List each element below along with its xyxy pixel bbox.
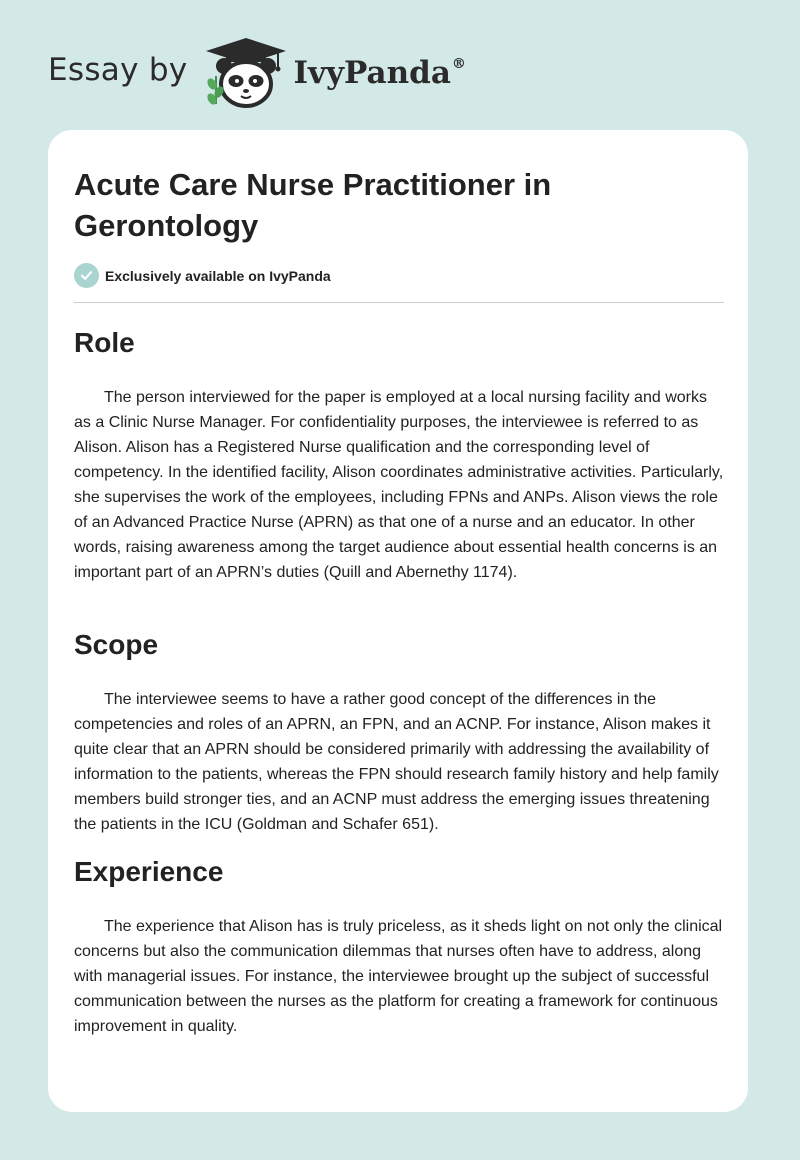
page-title: Acute Care Nurse Practitioner in Gerontology xyxy=(74,167,552,243)
essay-by-label: Essay by xyxy=(48,52,188,88)
check-icon xyxy=(74,263,99,288)
title-divider xyxy=(74,302,724,303)
essay-card xyxy=(48,130,748,1112)
site-header xyxy=(48,36,466,108)
section-body-role: The person interviewed for the paper is employed at a local nursing facility and works as a Clinic Nurse Manager. For confidentiality purposes, the interviewee is referred to as Alison. Alison has a Registered Nurse qualification and the corresponding level of competency. In the identified facility, Alison coordinates administrative activities. Particularly, she supervises the work of the employees, including FPNs and ANPs. Alison views the role of an Advanced Practice Nurse (APRN) as that one of a nurse and an educator. In other words, raising awareness among the target audience about essential health concerns is an important part of an APRN’s duties (Quill and Abernethy 1174). xyxy=(74,389,724,581)
section-body-experience: The experience that Alison has is truly priceless, as it sheds light on not only the clinical concerns but also the communication dilemmas that nurses often have to address, along with managerial issues. For instance, the interviewee brought up the subject of successful communication between the nurses as the platform for creating a framework for continuous improvement in quality. xyxy=(74,918,723,1035)
panda-logo-icon[interactable] xyxy=(204,36,288,108)
section-heading-role: Role xyxy=(74,327,135,358)
exclusive-badge xyxy=(74,263,331,288)
exclusive-badge-label: Exclusively available on IvyPanda xyxy=(105,267,331,284)
section-heading-scope: Scope xyxy=(74,629,159,660)
section-heading-experience: Experience xyxy=(74,856,224,887)
brand-name[interactable]: IvyPanda® xyxy=(293,55,466,91)
section-body-scope: The interviewee seems to have a rather good concept of the differences in the competencies and roles of an APRN, an FPN, and an ACNP. For instance, Alison makes it quite clear that an APRN should be considered primarily with addressing the availability of information to the patients, whereas the FPN should research family history and help family members build stronger ties, and an ACNP must address the emerging issues threatening the patients in the ICU (Goldman and Schafer 651). xyxy=(74,691,719,833)
